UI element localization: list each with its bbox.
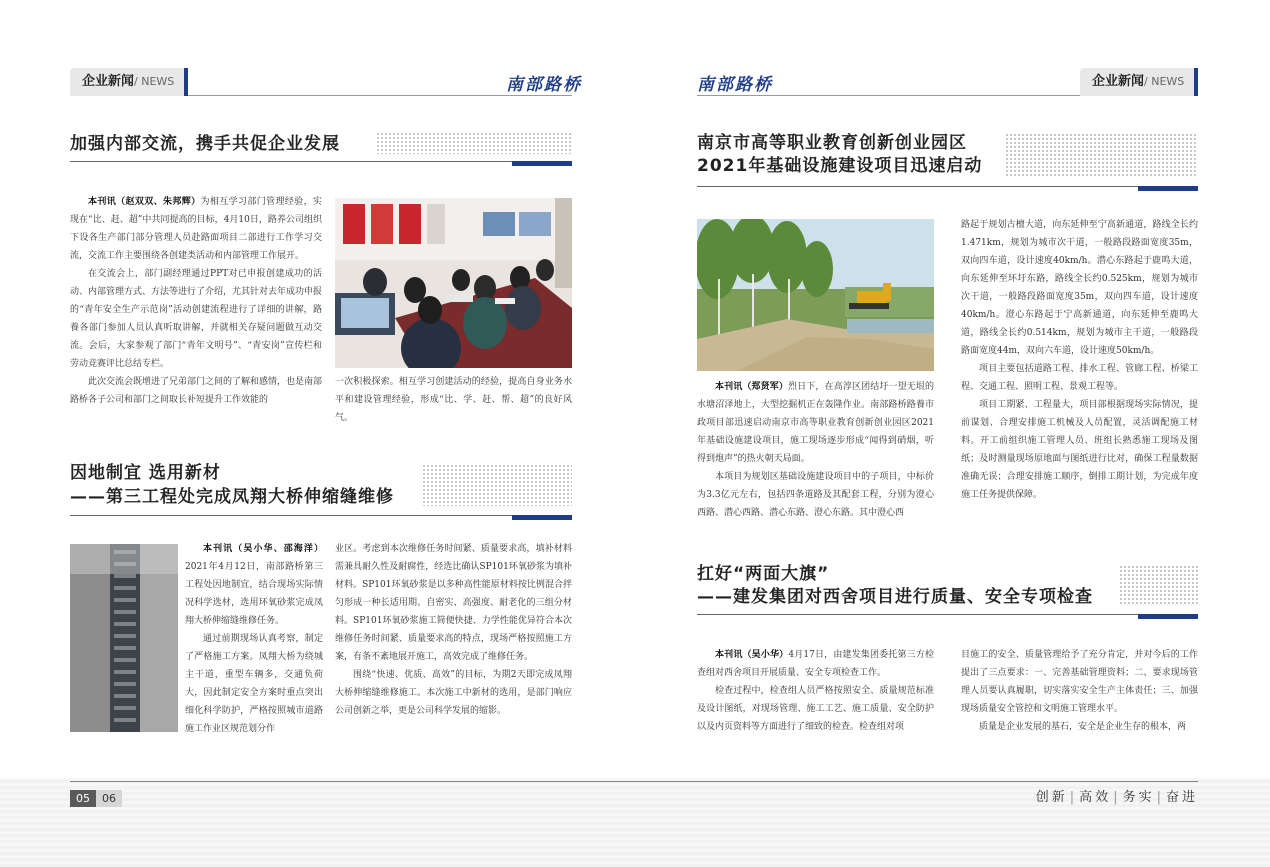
paragraph: 项目工期紧、工程量大，项目部根据现场实际情况，提前谋划、合理安排施工机械及人员配置，灵活调配施工材料。开工前组织施工管理人员、班组长熟悉施工现场及图纸；及时测量现场原地面与图纸进行比对，确保工程量数据准确无误；合理安排施工顺序，倒排工期计划，为完成年度施工任务提供保障。 <box>961 400 1198 500</box>
title-accent-bar <box>1138 614 1198 619</box>
paragraph: 此次交流会既增进了兄弟部门之间的了解和感情，也是南部路桥各子公司和部门之间取长补短提升工作效能的 <box>70 377 323 405</box>
slogan-word: 高效 <box>1079 790 1112 805</box>
paragraph: 一次积极探索。相互学习创建活动的经验，提高自身业务水平和建设管理经验，形成“比、学、赶、帮、超”的良好风气。 <box>335 377 572 423</box>
byline: 本刊讯（吴小华、邵海洋） <box>203 544 323 554</box>
brand-logo: 南部路桥 <box>506 75 582 95</box>
paragraph: 本项目为规划区基础设施建设项目中的子项目，中标价为3.3亿元左右，包括四条道路及其配套工程，分别为澄心西路、潜心西路、潜心东路、澄心东路。其中澄心西 <box>697 472 934 518</box>
section-sub-label: / NEWS <box>1144 75 1185 88</box>
article-title: 因地制宜 选用新材 <box>70 463 221 483</box>
title-rule <box>697 186 1198 187</box>
slogan-word: 务实 <box>1122 790 1155 805</box>
byline: 本刊讯（吴小华） <box>715 650 789 660</box>
brand-logo: 南部路桥 <box>697 75 773 95</box>
paragraph: 业区。考虑到本次维修任务时间紧、质量要求高，填补材料需兼具耐久性及耐腐性，经选比确认SP101环氧砂浆为填补材料。SP101环氧砂浆是以多种高性能原材料按比例混合拌匀形成一种长适用期、自密实、高强度、耐老化的三组分材料。SP101环氧砂浆施工简便快捷、力学性能优异符合本次维修任务时间紧、质量要求高的特点，现场严格按照施工方案，有条不紊地展开施工，高效完成了维修任务。 <box>335 544 572 662</box>
paragraph: 检查过程中，检查组人员严格按照安全、质量规范标准及设计图纸，对现场管理、施工工艺、施工质量、安全防护以及内页资料等方面进行了细致的检查。检查组对项 <box>697 686 934 732</box>
expansion-joint-photo <box>70 544 178 732</box>
article-body-col1 <box>70 193 322 409</box>
paragraph: 烈日下，在高淳区团结圩一望无垠的水塘沼泽地上，大型挖掘机正在轰隆作业。南部路桥路養市政项目部迅速启动南京市高等职业教育创新创业园区2021年基础设施建设项目，施工现场逐步形成“闻得到硝烟，听得到炮声”的热火朝天局面。 <box>697 382 934 464</box>
meeting-photo <box>335 198 572 368</box>
article-body-col1 <box>697 646 934 736</box>
article-title: 南京市高等职业教育创新创业园区 <box>697 133 967 153</box>
section-label: 企业新闻 <box>82 74 135 89</box>
footer-slogan: 创新 | 高效 | 务实 | 奋进 <box>1036 786 1198 805</box>
section-label: 企业新闻 <box>1092 74 1145 89</box>
paragraph: 围绕“快速、优质、高效”的目标，为期2天即完成凤翔大桥伸缩缝维修施工。本次施工中新材的选用，是部门响应公司创新之举，更是公司科学发展的缩影。 <box>335 670 572 716</box>
paragraph: 项目主要包括道路工程、排水工程、管廊工程、桥梁工程、交通工程、照明工程、景观工程等。 <box>961 364 1198 392</box>
section-tab <box>1080 68 1198 96</box>
article-body-col1 <box>697 378 934 522</box>
section-tab-accent <box>184 68 188 96</box>
article-body-col2 <box>335 540 572 720</box>
article-subtitle: ——第三工程处完成凤翔大桥伸缩缝维修 <box>70 487 394 507</box>
page-number-left: 05 <box>70 790 96 807</box>
slogan-word: 奋进 <box>1165 790 1198 805</box>
section-tab <box>70 68 188 96</box>
paragraph: 为相互学习部门管理经验，实现在“比、赶、超”中共同提高的目标，4月10日，路养公司组织下设各生产部门部分管理人员赴路面项目二部进行工作学习交流，交流工作主要围绕各创建类活动和内部管理工作展开。 <box>70 197 322 261</box>
paragraph: 2021年4月12日，南部路桥第三工程处因地制宜，结合现场实际情况科学选材，选用环氧砂浆完成凤翔大桥伸缩缝维修任务。 <box>185 562 323 626</box>
title-accent-bar <box>512 515 572 520</box>
title-rule <box>70 161 572 162</box>
article-subtitle: ——建发集团对西舍项目进行质量、安全专项检查 <box>697 587 1093 607</box>
paragraph: 质量是企业发展的基石，安全是企业生存的根本，两 <box>979 722 1187 732</box>
title-rule <box>697 614 1198 615</box>
paragraph: 在交流会上，部门副经理通过PPT对已申报创建成功的活动、内部管理方式、方法等进行了介绍，尤其针对去年成功申报的“青年安全生产示范岗”活动创建流程进行了详细的讲解，路養各部门参加人员认真听取讲解，并就相关存疑问题做互动交流。会后，大家参观了部门“青年文明号”、“青安岗”宣传栏和劳动竞赛评比总结专栏。 <box>70 269 323 369</box>
slogan-word: 创新 <box>1035 790 1068 805</box>
article-title: 加强内部交流，携手共促企业发展 <box>70 134 340 154</box>
byline: 本刊讯（赵双双、朱邦辉） <box>88 197 201 207</box>
article-body-col2 <box>961 646 1198 736</box>
paragraph: 路起于规划古檀大道，向东延伸至宁高新通道，路线全长约1.471km，规划为城市次干道，一般路段路面宽度35m，双向四车道，设计速度40km/h。潜心东路起于鹿鸣大道，向东延伸至环圩东路，路线全长约0.525km，规划为城市次干道，一般路段路面宽度35m，双向四车道，设计速度40km/h。澄心东路起于宁高新通道，向东延伸至鹿鸣大道，路线全长约0.514km，规划为城市主干道，一般路段路面宽度44m，双向六车道，设计速度50km/h。 <box>961 220 1198 356</box>
dot-pattern <box>1005 133 1198 177</box>
title-accent-bar <box>512 161 572 166</box>
article-body-col1 <box>185 540 323 738</box>
article-title: 扛好“两面大旗” <box>697 564 830 584</box>
footer-rule <box>70 781 1198 782</box>
byline: 本刊讯（郑贤军） <box>715 382 789 392</box>
article-body-col2 <box>335 373 572 427</box>
paragraph: 目施工的安全、质量管理给予了充分肯定，并对今后的工作提出了三点要求：一、完善基础管理资料；二、要求现场管理人员要认真履职，切实落实安全生产主体责任；三、加强现场质量安全管控和文明施工管理水平。 <box>961 650 1198 714</box>
paragraph: 4月17日，由建发集团委托第三方检查组对西舍项目开展质量、安全专项检查工作。 <box>697 650 934 678</box>
page-right <box>635 0 1270 867</box>
section-tab-accent <box>1194 68 1198 96</box>
dot-pattern <box>1119 565 1198 605</box>
paragraph: 通过前期现场认真考察，制定了严格施工方案。凤翔大桥为绕城主干道，重型车辆多，交通负荷大，因此制定安全方案时重点突出细化科学防护，严格按照城市道路施工作业区规范划分作 <box>185 634 323 734</box>
title-rule <box>70 515 572 516</box>
title-accent-bar <box>1138 186 1198 191</box>
dot-pattern <box>376 132 572 154</box>
article-subtitle: 2021年基础设施建设项目迅速启动 <box>697 156 983 176</box>
section-sub-label: / NEWS <box>134 75 175 88</box>
dot-pattern <box>422 464 572 506</box>
construction-site-photo <box>697 219 934 371</box>
article-body-col2 <box>961 216 1198 504</box>
page-number-right: 06 <box>96 790 122 807</box>
